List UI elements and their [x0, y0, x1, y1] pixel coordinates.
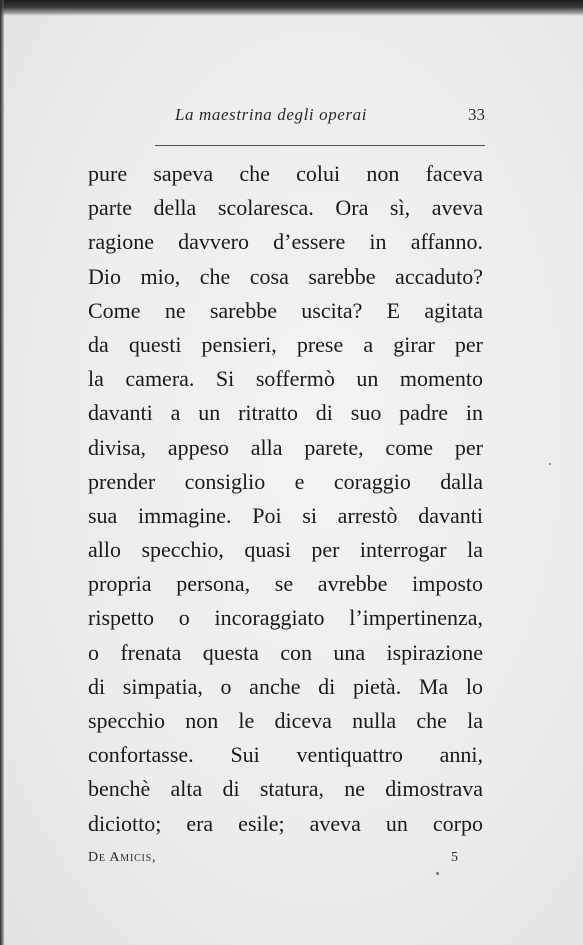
text-line: pure sapeva che colui non faceva: [88, 161, 483, 186]
signature-footer: [88, 850, 458, 874]
text-line: confortasse. Sui ventiquattro anni,: [88, 742, 483, 768]
running-title: La maestrina degli operai: [175, 105, 368, 124]
text-line: da questi pensieri, prese a girar per: [88, 331, 483, 357]
text-line: davanti a un ritratto di suo padre in: [88, 400, 483, 426]
text-line: sua immagine. Poi si arrestò davanti: [88, 502, 483, 528]
text-line: allo specchio, quasi per interrogar la: [88, 537, 483, 563]
running-header: [175, 105, 485, 135]
text-line: la camera. Si soffermò un momento: [88, 366, 483, 392]
text-line: di simpatia, o anche di pietà. Ma lo: [88, 673, 483, 699]
text-line: ragione davvero d’essere in affanno.: [88, 229, 483, 255]
signature-number: 5: [451, 850, 458, 865]
text-line: Dio mio, che cosa sarebbe accaduto?: [88, 263, 483, 289]
header-rule: [155, 145, 485, 146]
text-line: specchio non le diceva nulla che la: [88, 708, 483, 733]
page-left-shadow: [0, 0, 4, 945]
text-line: benchè alta di statura, ne dimostrava: [88, 776, 483, 802]
text-line: parte della scolaresca. Ora sì, aveva: [88, 195, 483, 221]
text-line: diciotto; era esile; aveva un corpo: [88, 810, 483, 836]
text-line: prender consiglio e coraggio dalla: [88, 468, 483, 494]
page-number: 33: [468, 105, 485, 124]
text-line: divisa, appeso alla parete, come per: [88, 434, 483, 460]
text-line: rispetto o incoraggiato l’impertinenza,: [88, 605, 483, 631]
text-line: o frenata questa con una ispirazione: [88, 639, 483, 665]
print-speck: [549, 463, 551, 465]
text-line: propria persona, se avrebbe imposto: [88, 571, 483, 597]
print-speck: [436, 872, 439, 875]
signature-mark: De Amicis,: [88, 850, 157, 865]
page-top-shadow: [0, 0, 583, 16]
text-line: Come ne sarebbe uscita? E agitata: [88, 297, 483, 323]
body-text: [88, 157, 483, 841]
